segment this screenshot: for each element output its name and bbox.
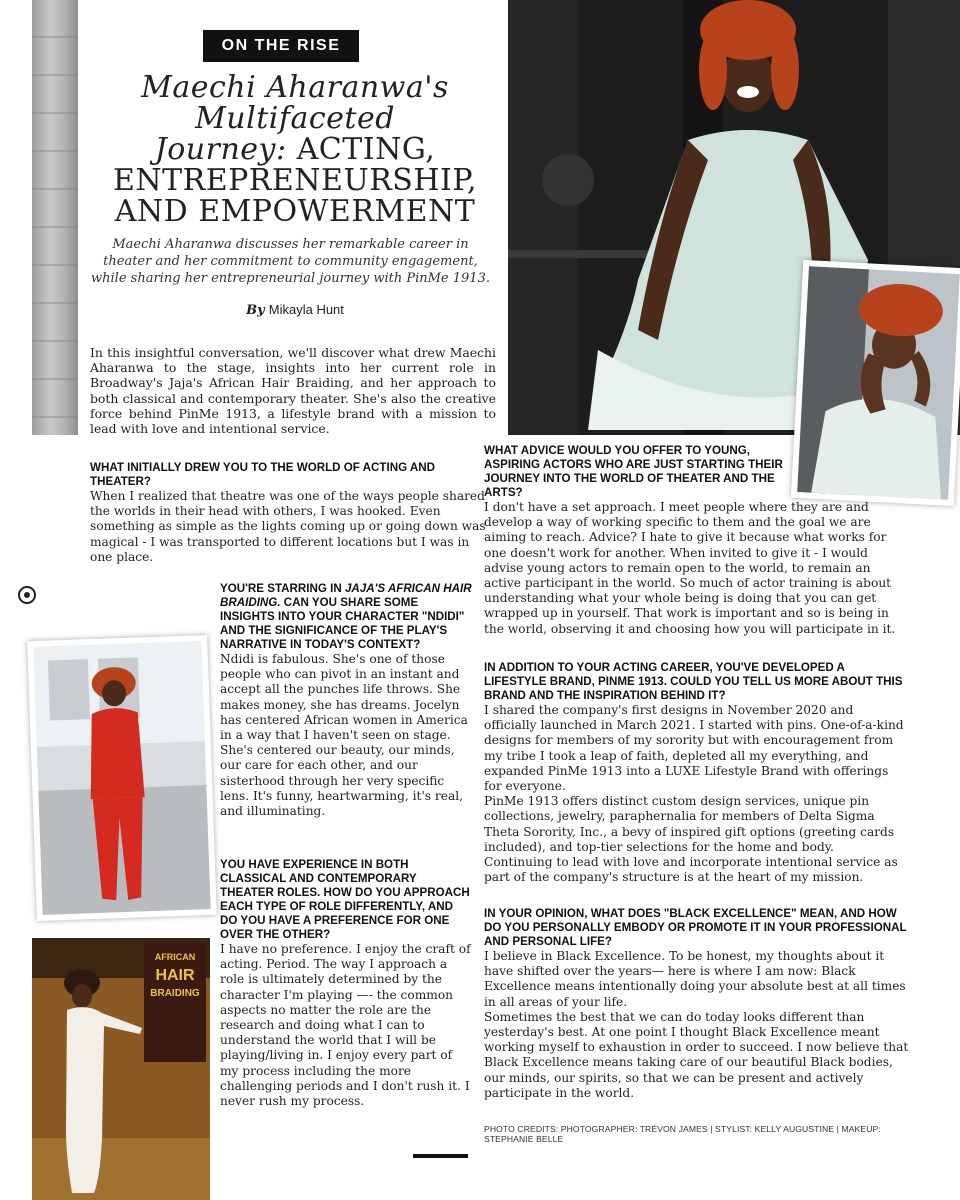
qa-block-2: [220, 582, 472, 819]
red-suit-illustration: [27, 635, 217, 921]
inset-photo-illustration: [791, 260, 960, 506]
answer-6b: Sometimes the best that we can do today looks different than yesterday's best. At one point I thought Black Excellence meant working myself to exhaustion in order to succeed. I now believe that Black Excellence means taking care of our beautiful Black bodies, our minds, our spirits, so that we can be present and actively participate in the world.: [484, 1009, 909, 1100]
red-suit-photo: [27, 635, 217, 921]
headline-line-4: ENTREPRENEURSHIP,: [112, 163, 478, 198]
end-mark: [413, 1154, 468, 1158]
question-1: WHAT INITIALLY DREW YOU TO THE WORLD OF ACTING AND THEATER?: [90, 461, 436, 488]
poster-text-2: HAIR: [155, 967, 195, 984]
answer-2: Ndidi is fabulous. She's one of those people who can pivot in an instant and accept all the punches life throws. She makes money, she has dreams. Jocelyn has centered African women in America in a way that I haven't seen on stage. She's centered our beauty, our minds, our care for each other, and our sisterhood through her very specific lens. It's funny, heartwarming, it's real, and illuminating.: [220, 652, 468, 819]
stone-wall-strip: [32, 0, 78, 435]
answer-5c: Continuing to lead with love and incorporate intentional service as part of the company's structure is at the heart of my mission.: [484, 855, 898, 885]
question-2: YOU'RE STARRING IN JAJA'S AFRICAN HAIR BRAIDING. CAN YOU SHARE SOME INSIGHTS INTO YOUR CHARACTER "NDIDI" AND THE SIGNIFICANCE OF THE PLAY'S NARRATIVE IN TODAY'S CONTEXT?: [220, 582, 472, 651]
headline-line-3: Journey: ACTING,: [154, 132, 436, 167]
headline-line-2: Multifaceted: [195, 101, 395, 136]
poster-text-1: AFRICAN: [154, 952, 196, 962]
question-5: IN ADDITION TO YOUR ACTING CAREER, YOU'VE DEVELOPED A LIFESTYLE BRAND, PINME 1913. COULD YOU TELL US MORE ABOUT THIS BRAND AND THE INSPIRATION BEHIND IT?: [484, 661, 903, 702]
headline: [90, 72, 500, 227]
article-deck: Maechi Aharanwa discusses her remarkable career in theater and her commitment to community engagement, while sharing her entrepreneurial journey with PinMe 1913.: [91, 237, 490, 286]
answer-4: I don't have a set approach. I meet people where they are and develop a way of working specific to them and the goal we are aiming to reach. Advice? I hate to give it because what works for one doesn't work for another. When invited to give it - I would advise young actors to remain open to the world, to remain an active participant in the world. So much of actor training is about understanding what your whole being is doing that you can get wrapped up in yourself. That work is important and so is being in the world, observing it and choosing how you will participate in it.: [484, 500, 896, 636]
byline: [90, 302, 500, 318]
question-3: YOU HAVE EXPERIENCE IN BOTH CLASSICAL AND CONTEMPORARY THEATER ROLES. HOW DO YOU APPROACH EACH TYPE OF ROLE DIFFERENTLY, AND DO YOU HAVE A PREFERENCE FOR ONE OVER THE OTHER?: [220, 858, 470, 941]
intro-paragraph: In this insightful conversation, we'll discover what drew Maechi Aharanwa to the stage, insights into her current role in Broadway's Jaja's African Hair Braiding, and her approach to both classical and contemporary theater. She's also the creative force behind PinMe 1913, a lifestyle brand with a mission to lead with love and intentional service.: [90, 345, 496, 437]
answer-6: I believe in Black Excellence. To be honest, my thoughts about it have shifted over the years— here is where I am now: Black Excellence means intentionally doing your absolute best at all times in all areas of your life.: [484, 949, 906, 1009]
answer-1: When I realized that theatre was one of the ways people shared the worlds in their head with others, I was hooked. Even something as simple as the lights coming up or going down was magical - I was transported to different locations but I was in one place.: [90, 489, 486, 564]
answer-5b: PinMe 1913 offers distinct custom design services, unique pin collections, jewelry, paraphernalia for members of Delta Sigma Theta Sorority, Inc., a bevy of inspired gift options (greeting cards included), and top-tier selections for the home and body.: [484, 794, 895, 854]
photo-credits: PHOTO CREDITS: PHOTOGRAPHER: TRÉVON JAMES | STYLIST: KELLY AUGUSTINE | MAKEUP: STEPHANIE BELLE: [484, 1124, 881, 1144]
byline-author: Mikayla Hunt: [268, 302, 344, 317]
section-tag: ON THE RISE: [203, 30, 359, 62]
poster-text-3: BRAIDING: [150, 988, 200, 999]
question-4: WHAT ADVICE WOULD YOU OFFER TO YOUNG, ASPIRING ACTORS WHO ARE JUST STARTING THEIR JOURNEY INTO THE WORLD OF THEATER AND THE ARTS?: [484, 444, 783, 499]
qa-block-1: [90, 461, 490, 565]
white-dress-illustration: [32, 938, 210, 1200]
qa-block-6: [484, 907, 909, 1101]
inset-photo: [791, 260, 960, 506]
byline-by: By: [246, 303, 265, 318]
answer-3: I have no preference. I enjoy the craft of acting. Period. The way I approach a role is ultimately determined by the character I'm playing —- the common aspects no matter the role are the research and doing what I can to understand the world that I will be playing/living in. I enjoy every part of my process including the more challenging periods and I don't rush it. I never rush my process.: [220, 942, 471, 1109]
answer-5: I shared the company's first designs in November 2020 and officially launched in March 2021. I started with pins. One-of-a-kind designs for members of my sorority but with encouragement from my tribe I took a leap of faith, depleted all my everything, and expanded PinMe 1913 into a LUXE Lifestyle Brand with offerings for everyone.: [484, 703, 904, 794]
registration-mark-icon: [18, 586, 36, 604]
white-dress-photo: [32, 938, 210, 1200]
qa-block-3: [220, 858, 472, 1109]
headline-line-1: Maechi Aharanwa's: [141, 70, 449, 105]
headline-line-5: AND EMPOWERMENT: [114, 194, 476, 229]
qa-block-5: [484, 661, 909, 885]
question-6: IN YOUR OPINION, WHAT DOES "BLACK EXCELLENCE" MEAN, AND HOW DO YOU PERSONALLY EMBODY OR PROMOTE IT IN YOUR PROFESSIONAL AND PERSONAL LIFE?: [484, 907, 907, 948]
